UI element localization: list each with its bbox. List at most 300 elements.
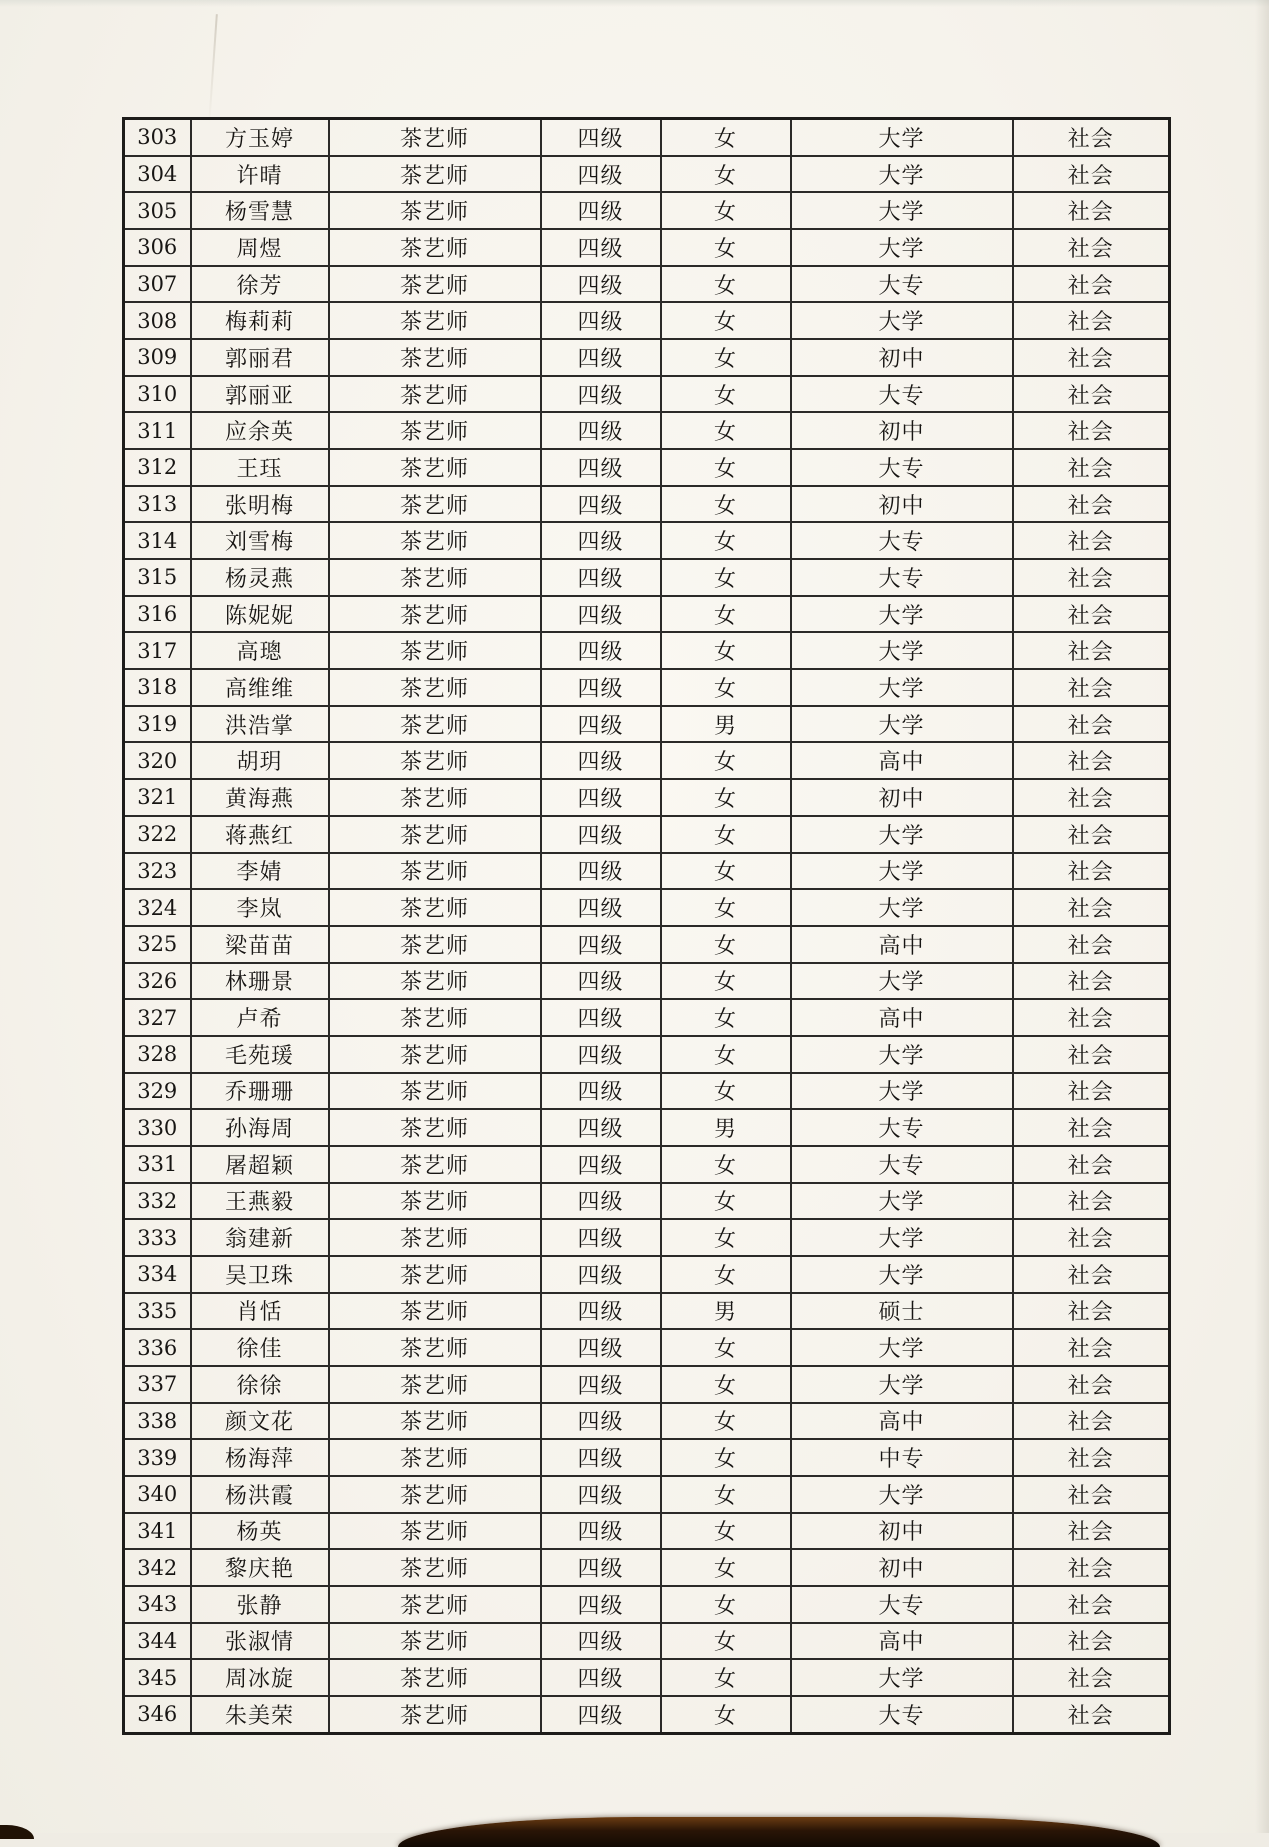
cell-level: 四级 [541,1293,661,1330]
cell-gender: 女 [661,192,791,229]
cell-category: 社会 [1013,1073,1170,1110]
cell-occupation: 茶艺师 [329,1659,541,1696]
table-row [124,669,1170,706]
cell-category: 社会 [1013,412,1170,449]
cell-gender: 女 [661,1549,791,1586]
cell-education: 大学 [791,669,1013,706]
cell-occupation: 茶艺师 [329,816,541,853]
cell-name: 卢希 [191,999,329,1036]
cell-gender: 女 [661,339,791,376]
cell-education: 高中 [791,1623,1013,1660]
cell-education: 大学 [791,1329,1013,1366]
cell-name: 胡玥 [191,742,329,779]
paper-crease [208,14,218,124]
cell-category: 社会 [1013,1623,1170,1660]
cell-category: 社会 [1013,1183,1170,1220]
cell-name: 朱美荣 [191,1696,329,1734]
cell-gender: 女 [661,119,791,156]
cell-category: 社会 [1013,1109,1170,1146]
cell-category: 社会 [1013,1366,1170,1403]
cell-number: 309 [124,339,191,376]
cell-number: 336 [124,1329,191,1366]
table-row [124,1293,1170,1330]
table-row [124,1183,1170,1220]
cell-occupation: 茶艺师 [329,1146,541,1183]
cell-number: 328 [124,1036,191,1073]
cell-name: 肖恬 [191,1293,329,1330]
cell-occupation: 茶艺师 [329,999,541,1036]
cell-gender: 女 [661,559,791,596]
cell-level: 四级 [541,1366,661,1403]
cell-occupation: 茶艺师 [329,266,541,303]
cell-gender: 男 [661,1293,791,1330]
cell-gender: 女 [661,1183,791,1220]
table-row [124,522,1170,559]
cell-category: 社会 [1013,999,1170,1036]
cell-number: 303 [124,119,191,156]
table-row [124,706,1170,743]
cell-gender: 女 [661,1659,791,1696]
cell-number: 341 [124,1513,191,1550]
scanner-bed-shadow [398,1817,1160,1847]
cell-number: 339 [124,1439,191,1476]
cell-level: 四级 [541,1183,661,1220]
cell-level: 四级 [541,376,661,413]
cell-gender: 女 [661,1219,791,1256]
cell-level: 四级 [541,1036,661,1073]
cell-level: 四级 [541,1073,661,1110]
table-row [124,963,1170,1000]
cell-level: 四级 [541,1549,661,1586]
cell-number: 345 [124,1659,191,1696]
cell-gender: 女 [661,779,791,816]
cell-occupation: 茶艺师 [329,1366,541,1403]
cell-category: 社会 [1013,1256,1170,1293]
cell-gender: 男 [661,706,791,743]
cell-education: 大学 [791,963,1013,1000]
cell-level: 四级 [541,1219,661,1256]
cell-education: 大专 [791,522,1013,559]
cell-category: 社会 [1013,302,1170,339]
cell-occupation: 茶艺师 [329,889,541,926]
cell-education: 大学 [791,1366,1013,1403]
cell-level: 四级 [541,669,661,706]
cell-category: 社会 [1013,1293,1170,1330]
cell-number: 332 [124,1183,191,1220]
cell-gender: 女 [661,1403,791,1440]
roster-body [124,119,1170,1734]
cell-name: 张静 [191,1586,329,1623]
cell-occupation: 茶艺师 [329,486,541,523]
cell-name: 张淑情 [191,1623,329,1660]
table-row [124,1623,1170,1660]
cell-education: 初中 [791,486,1013,523]
table-row [124,596,1170,633]
cell-gender: 女 [661,1513,791,1550]
cell-number: 334 [124,1256,191,1293]
table-row [124,816,1170,853]
cell-occupation: 茶艺师 [329,119,541,156]
table-row [124,1439,1170,1476]
cell-number: 322 [124,816,191,853]
cell-category: 社会 [1013,889,1170,926]
cell-category: 社会 [1013,1696,1170,1734]
table-row [124,449,1170,486]
cell-occupation: 茶艺师 [329,779,541,816]
cell-name: 徐芳 [191,266,329,303]
cell-level: 四级 [541,742,661,779]
cell-occupation: 茶艺师 [329,1403,541,1440]
cell-category: 社会 [1013,1146,1170,1183]
cell-number: 337 [124,1366,191,1403]
cell-gender: 女 [661,302,791,339]
cell-level: 四级 [541,1513,661,1550]
cell-category: 社会 [1013,1036,1170,1073]
table-row [124,192,1170,229]
cell-education: 大学 [791,853,1013,890]
cell-number: 318 [124,669,191,706]
cell-name: 刘雪梅 [191,522,329,559]
cell-category: 社会 [1013,1219,1170,1256]
cell-level: 四级 [541,229,661,266]
cell-education: 大学 [791,889,1013,926]
cell-gender: 女 [661,266,791,303]
cell-name: 杨灵燕 [191,559,329,596]
cell-category: 社会 [1013,963,1170,1000]
cell-gender: 女 [661,1256,791,1293]
cell-number: 310 [124,376,191,413]
cell-education: 大学 [791,1183,1013,1220]
cell-number: 342 [124,1549,191,1586]
cell-occupation: 茶艺师 [329,1586,541,1623]
cell-name: 吴卫珠 [191,1256,329,1293]
cell-gender: 男 [661,1109,791,1146]
cell-gender: 女 [661,376,791,413]
cell-level: 四级 [541,559,661,596]
cell-education: 大专 [791,1109,1013,1146]
cell-category: 社会 [1013,266,1170,303]
table-row [124,412,1170,449]
cell-occupation: 茶艺师 [329,1623,541,1660]
cell-education: 大专 [791,559,1013,596]
cell-education: 大专 [791,1146,1013,1183]
cell-name: 屠超颖 [191,1146,329,1183]
cell-education: 中专 [791,1439,1013,1476]
cell-name: 高维维 [191,669,329,706]
cell-occupation: 茶艺师 [329,1696,541,1734]
table-row [124,559,1170,596]
table-row [124,229,1170,266]
cell-level: 四级 [541,963,661,1000]
cell-education: 硕士 [791,1293,1013,1330]
cell-occupation: 茶艺师 [329,669,541,706]
cell-category: 社会 [1013,192,1170,229]
table-row [124,1109,1170,1146]
table-row [124,632,1170,669]
scan-top-edge-shadow [0,0,1269,7]
cell-education: 大学 [791,632,1013,669]
cell-category: 社会 [1013,1549,1170,1586]
cell-gender: 女 [661,632,791,669]
cell-category: 社会 [1013,596,1170,633]
cell-category: 社会 [1013,339,1170,376]
cell-education: 大学 [791,1219,1013,1256]
cell-number: 346 [124,1696,191,1734]
cell-level: 四级 [541,119,661,156]
cell-occupation: 茶艺师 [329,1549,541,1586]
table-row [124,1659,1170,1696]
cell-level: 四级 [541,1439,661,1476]
cell-category: 社会 [1013,376,1170,413]
cell-name: 王燕毅 [191,1183,329,1220]
cell-education: 大学 [791,192,1013,229]
cell-education: 大学 [791,1073,1013,1110]
cell-number: 307 [124,266,191,303]
cell-occupation: 茶艺师 [329,1219,541,1256]
cell-number: 343 [124,1586,191,1623]
cell-number: 340 [124,1476,191,1513]
cell-education: 大学 [791,302,1013,339]
cell-name: 杨英 [191,1513,329,1550]
cell-name: 杨海萍 [191,1439,329,1476]
cell-name: 应余英 [191,412,329,449]
cell-level: 四级 [541,339,661,376]
table-row [124,119,1170,156]
cell-occupation: 茶艺师 [329,449,541,486]
cell-education: 大专 [791,266,1013,303]
table-row [124,926,1170,963]
table-row [124,1073,1170,1110]
cell-occupation: 茶艺师 [329,1439,541,1476]
cell-level: 四级 [541,853,661,890]
table-row [124,1219,1170,1256]
cell-number: 306 [124,229,191,266]
cell-number: 327 [124,999,191,1036]
cell-number: 329 [124,1073,191,1110]
cell-level: 四级 [541,449,661,486]
cell-gender: 女 [661,1036,791,1073]
cell-education: 大学 [791,1659,1013,1696]
cell-occupation: 茶艺师 [329,926,541,963]
table-row [124,853,1170,890]
cell-gender: 女 [661,1623,791,1660]
cell-category: 社会 [1013,706,1170,743]
cell-education: 大学 [791,156,1013,193]
cell-gender: 女 [661,742,791,779]
cell-gender: 女 [661,229,791,266]
cell-gender: 女 [661,1329,791,1366]
cell-level: 四级 [541,816,661,853]
cell-category: 社会 [1013,1439,1170,1476]
cell-occupation: 茶艺师 [329,1293,541,1330]
table-row [124,376,1170,413]
cell-level: 四级 [541,779,661,816]
cell-gender: 女 [661,1146,791,1183]
cell-category: 社会 [1013,156,1170,193]
cell-education: 大专 [791,1696,1013,1734]
cell-category: 社会 [1013,486,1170,523]
cell-level: 四级 [541,1659,661,1696]
scan-right-edge-shadow [1255,0,1269,1833]
cell-occupation: 茶艺师 [329,156,541,193]
cell-gender: 女 [661,1586,791,1623]
table-row [124,999,1170,1036]
cell-name: 方玉婷 [191,119,329,156]
cell-level: 四级 [541,1329,661,1366]
cell-name: 高璁 [191,632,329,669]
cell-gender: 女 [661,486,791,523]
cell-gender: 女 [661,999,791,1036]
cell-education: 大学 [791,706,1013,743]
cell-gender: 女 [661,853,791,890]
cell-education: 初中 [791,1513,1013,1550]
cell-occupation: 茶艺师 [329,1329,541,1366]
cell-education: 初中 [791,339,1013,376]
cell-name: 梅莉莉 [191,302,329,339]
cell-education: 大学 [791,816,1013,853]
cell-occupation: 茶艺师 [329,1183,541,1220]
table-row [124,1366,1170,1403]
cell-level: 四级 [541,156,661,193]
cell-level: 四级 [541,1256,661,1293]
cell-name: 乔珊珊 [191,1073,329,1110]
cell-gender: 女 [661,596,791,633]
cell-education: 高中 [791,926,1013,963]
cell-category: 社会 [1013,1659,1170,1696]
cell-name: 郭丽君 [191,339,329,376]
cell-number: 326 [124,963,191,1000]
cell-name: 许晴 [191,156,329,193]
cell-occupation: 茶艺师 [329,1513,541,1550]
cell-gender: 女 [661,669,791,706]
cell-level: 四级 [541,926,661,963]
cell-level: 四级 [541,1623,661,1660]
cell-level: 四级 [541,192,661,229]
cell-occupation: 茶艺师 [329,596,541,633]
cell-occupation: 茶艺师 [329,1109,541,1146]
table-row [124,1036,1170,1073]
cell-name: 杨雪慧 [191,192,329,229]
cell-gender: 女 [661,889,791,926]
cell-level: 四级 [541,302,661,339]
cell-level: 四级 [541,1586,661,1623]
cell-category: 社会 [1013,779,1170,816]
roster-table [122,117,1171,1735]
cell-education: 大专 [791,1586,1013,1623]
cell-education: 初中 [791,1549,1013,1586]
cell-name: 李岚 [191,889,329,926]
cell-name: 张明梅 [191,486,329,523]
cell-gender: 女 [661,1476,791,1513]
cell-education: 大学 [791,1256,1013,1293]
cell-category: 社会 [1013,449,1170,486]
cell-number: 324 [124,889,191,926]
cell-category: 社会 [1013,853,1170,890]
cell-number: 333 [124,1219,191,1256]
cell-name: 黎庆艳 [191,1549,329,1586]
cell-occupation: 茶艺师 [329,302,541,339]
cell-name: 颜文花 [191,1403,329,1440]
cell-occupation: 茶艺师 [329,192,541,229]
cell-category: 社会 [1013,926,1170,963]
cell-number: 304 [124,156,191,193]
cell-category: 社会 [1013,1476,1170,1513]
cell-level: 四级 [541,1403,661,1440]
cell-education: 大学 [791,1476,1013,1513]
cell-number: 315 [124,559,191,596]
cell-education: 大专 [791,376,1013,413]
cell-gender: 女 [661,1439,791,1476]
cell-occupation: 茶艺师 [329,706,541,743]
cell-gender: 女 [661,963,791,1000]
cell-category: 社会 [1013,1403,1170,1440]
cell-name: 徐佳 [191,1329,329,1366]
cell-occupation: 茶艺师 [329,1256,541,1293]
cell-name: 梁苗苗 [191,926,329,963]
cell-occupation: 茶艺师 [329,632,541,669]
cell-occupation: 茶艺师 [329,412,541,449]
cell-level: 四级 [541,1109,661,1146]
table-row [124,339,1170,376]
cell-number: 323 [124,853,191,890]
cell-name: 蒋燕红 [191,816,329,853]
cell-number: 305 [124,192,191,229]
cell-education: 高中 [791,1403,1013,1440]
cell-number: 316 [124,596,191,633]
cell-number: 314 [124,522,191,559]
cell-occupation: 茶艺师 [329,1476,541,1513]
scanner-corner-shadow [0,1825,34,1839]
cell-education: 高中 [791,742,1013,779]
table-row [124,1476,1170,1513]
cell-name: 翁建新 [191,1219,329,1256]
table-row [124,1549,1170,1586]
cell-education: 大学 [791,596,1013,633]
table-row [124,1146,1170,1183]
cell-gender: 女 [661,156,791,193]
cell-occupation: 茶艺师 [329,229,541,266]
cell-level: 四级 [541,999,661,1036]
cell-number: 330 [124,1109,191,1146]
cell-gender: 女 [661,522,791,559]
cell-name: 林珊景 [191,963,329,1000]
cell-number: 320 [124,742,191,779]
cell-occupation: 茶艺师 [329,1036,541,1073]
cell-name: 周煜 [191,229,329,266]
cell-education: 大学 [791,119,1013,156]
cell-education: 大学 [791,1036,1013,1073]
cell-level: 四级 [541,266,661,303]
cell-gender: 女 [661,412,791,449]
table-row [124,779,1170,816]
table-row [124,266,1170,303]
cell-name: 徐徐 [191,1366,329,1403]
cell-category: 社会 [1013,229,1170,266]
cell-level: 四级 [541,632,661,669]
cell-education: 初中 [791,779,1013,816]
cell-category: 社会 [1013,742,1170,779]
cell-category: 社会 [1013,1586,1170,1623]
cell-level: 四级 [541,522,661,559]
cell-number: 311 [124,412,191,449]
cell-level: 四级 [541,889,661,926]
cell-level: 四级 [541,1696,661,1734]
table-row [124,486,1170,523]
cell-occupation: 茶艺师 [329,1073,541,1110]
cell-occupation: 茶艺师 [329,376,541,413]
cell-level: 四级 [541,1476,661,1513]
cell-gender: 女 [661,926,791,963]
